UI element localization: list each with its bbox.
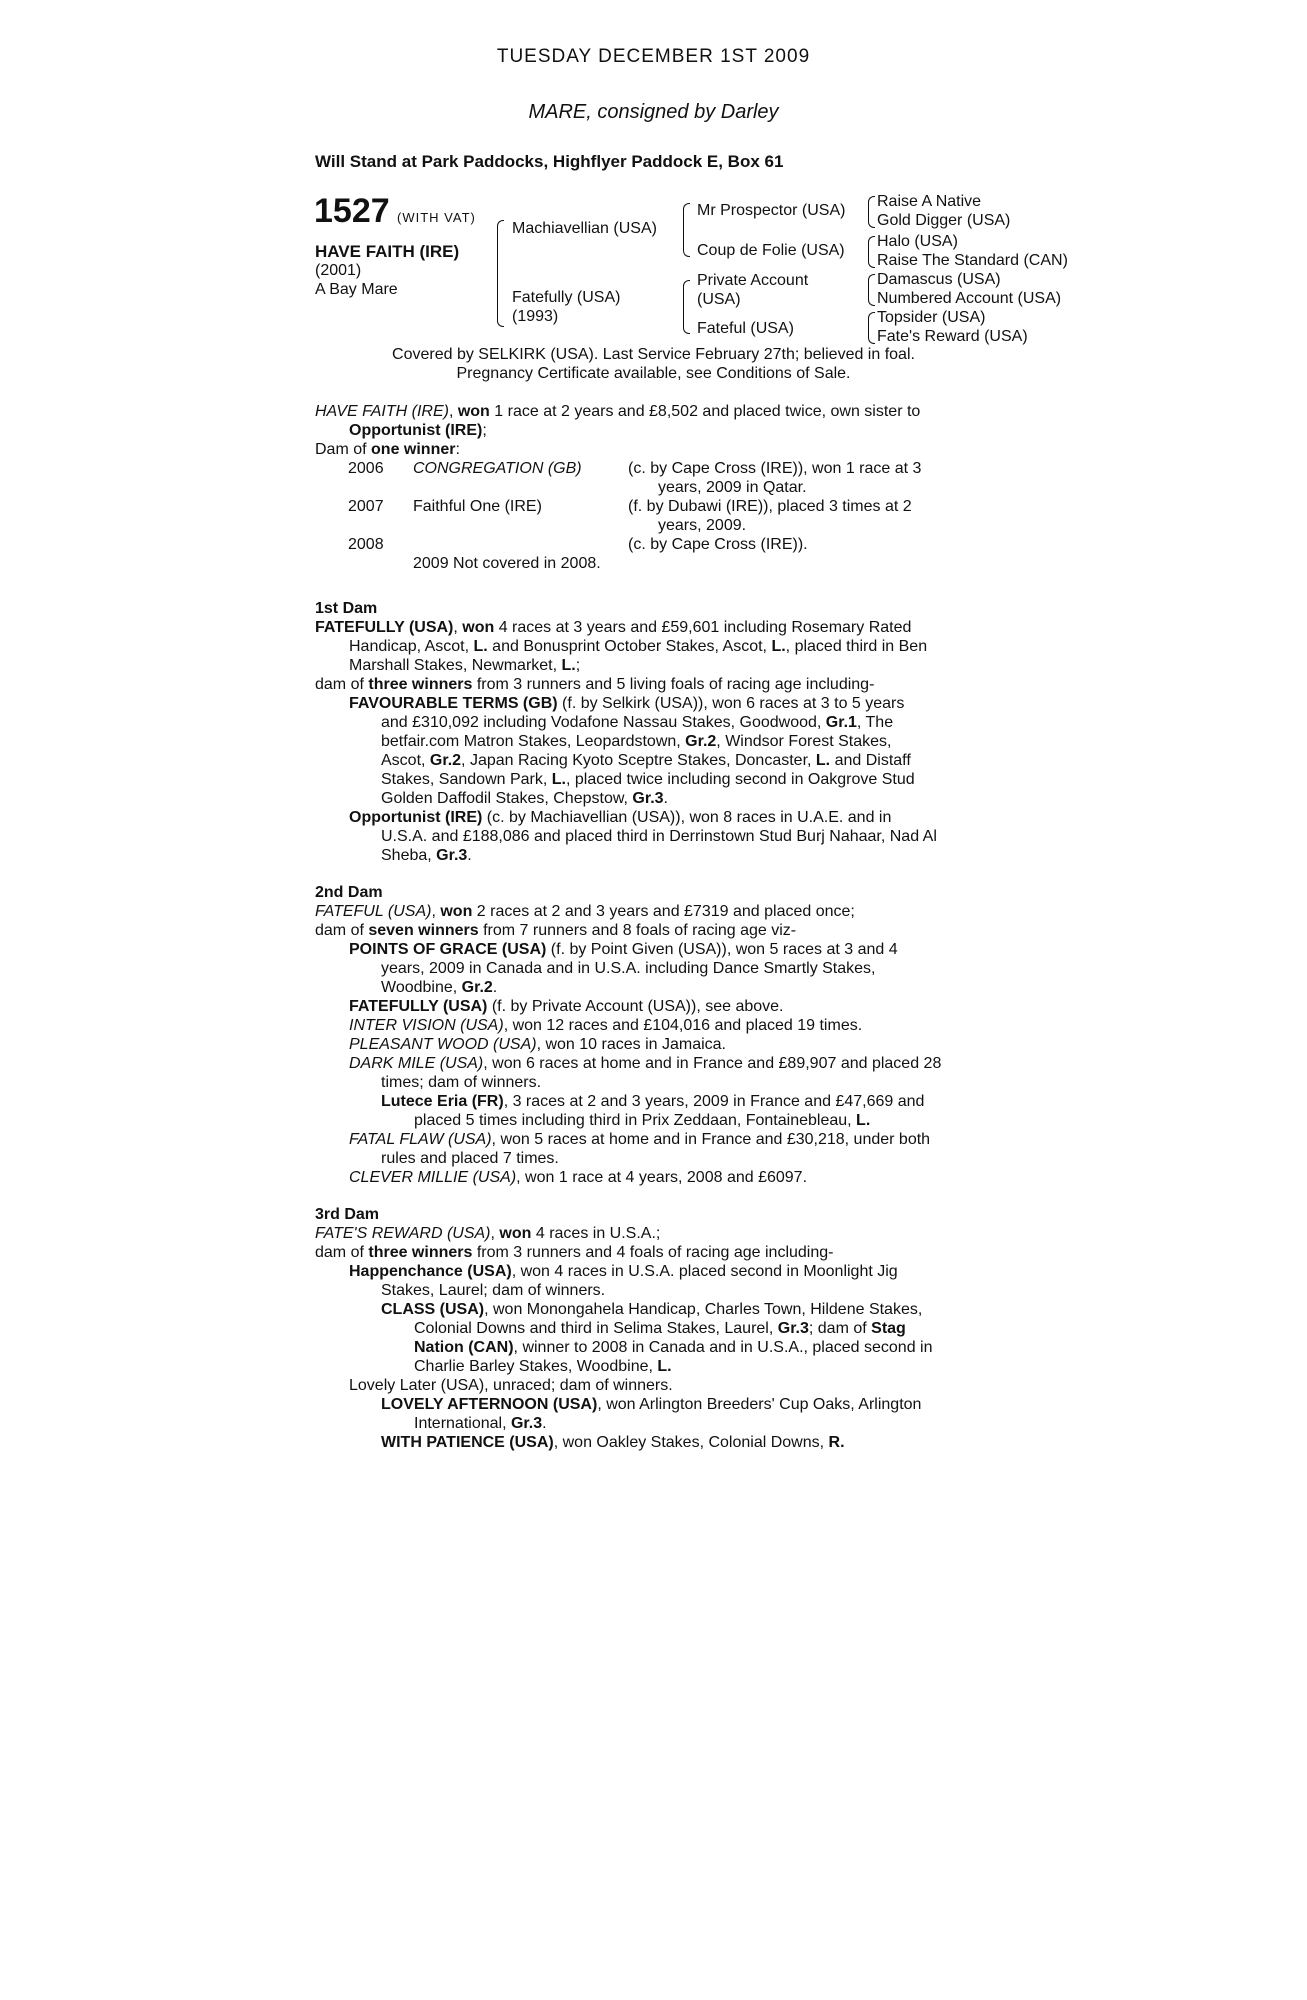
class-line-2: [315, 1319, 995, 1338]
ds-brace: [868, 274, 875, 306]
dam1-line-2: [315, 637, 995, 656]
damof-text: from 7 runners and 8 foals of racing age viz-: [478, 922, 797, 939]
ff-text-1: , won 5 races at home and in France and £30,218, under both: [491, 1131, 931, 1148]
fav-text-5a: Stakes, Sandown Park,: [381, 771, 552, 788]
fav-text-2a: and £310,092 including Vodafone Nassau Stakes, Goodwood,: [381, 714, 826, 731]
produce-year: 2006: [348, 460, 384, 477]
covered-line-1: Covered by SELKIRK (USA). Last Service February 27th; believed in foal.: [392, 346, 915, 363]
sire-dam-brace: [497, 220, 504, 327]
listed-mark: L.: [856, 1112, 871, 1129]
fav-line-6: [315, 789, 995, 808]
pog-line-2: years, 2009 in Canada and in U.S.A. including Dance Smartly Stakes,: [381, 960, 876, 977]
produce-row: [348, 497, 1028, 535]
le-line-2: [315, 1111, 995, 1130]
dm-line-2: times; dam of winners.: [381, 1074, 542, 1091]
produce-info: [628, 497, 1028, 535]
group2-mark: Gr.2: [461, 979, 493, 996]
damof-label: dam of: [315, 676, 369, 693]
pog-line-1: [315, 940, 995, 959]
winners-count: three winners: [368, 1244, 473, 1261]
produce-info: [628, 459, 1028, 497]
damof-text: from 3 runners and 5 living foals of racing age including-: [472, 676, 875, 693]
dm-text-1: , won 6 races at home and in France and £89,907 and placed 28: [483, 1055, 942, 1072]
pedigree-sss: Raise A Native: [877, 193, 982, 210]
class-line-3: [315, 1338, 995, 1357]
la-line-1: [315, 1395, 995, 1414]
hc-text-1: , won 4 races in U.S.A. placed second in Moonlight Jig: [511, 1263, 898, 1280]
intro-line-1: HAVE FAITH (IRE), won 1 race at 2 years and £8,502 and placed twice, own sister to: [315, 403, 921, 420]
listed-mark: L.: [473, 638, 488, 655]
group2-mark: Gr.2: [429, 752, 462, 769]
produce-year: 2007: [348, 498, 384, 515]
fav-text-4c: and Distaff: [830, 752, 911, 769]
not-covered-note: 2009 Not covered in 2008.: [413, 555, 601, 572]
dam1-text-2c: , placed third in Ben: [785, 638, 928, 655]
pedigree-ssd: Gold Digger (USA): [877, 212, 1011, 229]
opp-line-3: [315, 846, 995, 865]
produce-info-line-2: years, 2009 in Qatar.: [658, 479, 807, 496]
intro-colon: :: [455, 441, 460, 458]
cm-name: CLEVER MILLIE (USA): [349, 1169, 517, 1186]
damof-label: dam of: [315, 922, 369, 939]
iv-text: , won 12 races and £104,016 and placed 19 times.: [503, 1017, 863, 1034]
opp-text-3a: Sheba,: [381, 847, 437, 864]
horse-description: A Bay Mare: [315, 281, 398, 298]
dam2-won: won: [440, 903, 473, 920]
ff-name: FATAL FLAW (USA): [349, 1131, 492, 1148]
sd-brace: [868, 236, 875, 268]
listed-mark: L.: [561, 657, 576, 674]
dam3-line-1: FATE'S REWARD (USA), won 4 races in U.S.A.;: [315, 1225, 661, 1242]
intro-damof: Dam of: [315, 441, 372, 458]
wp-text: , won Oakley Stakes, Colonial Downs,: [553, 1434, 829, 1451]
fav-text-6b: .: [663, 790, 668, 807]
dam1-text-2b: and Bonusprint October Stakes, Ascot,: [487, 638, 772, 655]
intro-text: 1 race at 2 years and £8,502 and placed twice, own sister to: [489, 403, 921, 420]
pedigree-dss: Damascus (USA): [877, 271, 1001, 288]
pedigree-ddd: Fate's Reward (USA): [877, 328, 1028, 345]
produce-name: Faithful One (IRE): [413, 498, 542, 515]
stag-name-part: Stag: [871, 1320, 906, 1337]
dam-brace: [683, 280, 690, 334]
pedigree-sire-dam: Coup de Folie (USA): [697, 242, 845, 259]
fav-text-3b: , Windsor Forest Stakes,: [716, 733, 892, 750]
group3-mark: Gr.3: [436, 847, 468, 864]
pw-line: [315, 1035, 995, 1054]
group1-mark: Gr.1: [825, 714, 857, 731]
pog-line-3: [315, 978, 995, 997]
first-dam-block: [315, 599, 995, 865]
produce-info-line-1: (c. by Cape Cross (IRE)).: [628, 536, 808, 553]
intro-semicolon: ;: [482, 422, 487, 439]
pog-text-3a: Woodbine,: [381, 979, 462, 996]
restricted-mark: R.: [828, 1434, 845, 1451]
stand-location: Will Stand at Park Paddocks, Highflyer Paddock E, Box 61: [315, 152, 784, 171]
dm-name: DARK MILE (USA): [349, 1055, 484, 1072]
pedigree-sdd: Raise The Standard (CAN): [877, 252, 1068, 269]
dam2-damof: [315, 921, 995, 940]
hc-name: Happenchance (USA): [349, 1263, 512, 1280]
le-text-2: placed 5 times including third in Prix Zeddaan, Fontainebleau,: [414, 1112, 857, 1129]
pog-name: POINTS OF GRACE (USA): [349, 941, 547, 958]
fav-text-3a: betfair.com Matron Stakes, Leopardstown,: [381, 733, 686, 750]
intro-block: [315, 402, 995, 459]
produce-info-line-1: (f. by Dubawi (IRE)), placed 3 times at 2: [628, 498, 912, 515]
intro-line-2: [315, 421, 995, 440]
consignment-line: MARE, consigned by Darley: [528, 101, 779, 123]
fav-line-5: [315, 770, 995, 789]
section-title-2nd-dam: 2nd Dam: [315, 884, 383, 901]
la-text-1: , won Arlington Breeders' Cup Oaks, Arlington: [597, 1396, 922, 1413]
pedigree-sire-sire: Mr Prospector (USA): [697, 202, 846, 219]
horse-name: HAVE FAITH (IRE): [315, 242, 460, 261]
dd-brace: [868, 312, 875, 344]
fav-name: FAVOURABLE TERMS (GB): [349, 695, 558, 712]
dam3-damof: [315, 1243, 995, 1262]
group3-mark: Gr.3: [510, 1415, 543, 1432]
listed-mark: L.: [771, 638, 786, 655]
ff-line-2: rules and placed 7 times.: [381, 1150, 559, 1167]
dm-line-1: [315, 1054, 995, 1073]
fav-text-5b: , placed twice including second in Oakgrove Stud: [565, 771, 915, 788]
class-text-2a: Colonial Downs and third in Selima Stakes, Laurel,: [414, 1320, 778, 1337]
hc-line-1: [315, 1262, 995, 1281]
produce-info-line-2: years, 2009.: [658, 517, 747, 534]
vat-note: (WITH VAT): [397, 210, 476, 225]
fat-line: [315, 997, 995, 1016]
fat-text: (f. by Private Account (USA)), see above.: [487, 998, 784, 1015]
third-dam-block: [315, 1205, 995, 1452]
hc-line-2: Stakes, Laurel; dam of winners.: [381, 1282, 606, 1299]
dam1-text-3b: ;: [575, 657, 581, 674]
period: .: [542, 1415, 547, 1432]
cm-line: [315, 1168, 995, 1187]
fav-text-2b: , The: [856, 714, 894, 731]
fav-text-4a: Ascot,: [381, 752, 430, 769]
produce-table: [348, 459, 1028, 573]
produce-name: CONGREGATION (GB): [413, 460, 582, 477]
pedigree-dds: Topsider (USA): [877, 309, 986, 326]
la-text-2: International,: [414, 1415, 511, 1432]
group3-mark: Gr.3: [632, 790, 664, 807]
dam1-line-3: [315, 656, 995, 675]
lovely-later-line: Lovely Later (USA), unraced; dam of winners.: [349, 1377, 673, 1394]
dam1-text-1: 4 races at 3 years and £59,601 including Rosemary Rated: [494, 619, 912, 636]
lot-number: 1527: [314, 192, 390, 230]
la-name: LOVELY AFTERNOON (USA): [381, 1396, 598, 1413]
intro-horse-name: HAVE FAITH (IRE): [315, 403, 449, 420]
dam1-text-2a: Handicap, Ascot,: [349, 638, 474, 655]
winners-count: three winners: [368, 676, 473, 693]
dam3-name: FATE'S REWARD (USA): [315, 1225, 491, 1242]
opp-text-3b: .: [467, 847, 472, 864]
iv-name: INTER VISION (USA): [349, 1017, 504, 1034]
group2-mark: Gr.2: [685, 733, 717, 750]
sire-brace: [683, 203, 690, 257]
section-title-1st-dam: 1st Dam: [315, 600, 378, 617]
listed-mark: L.: [657, 1358, 672, 1375]
iv-line: [315, 1016, 995, 1035]
stag-name-rest: Nation (CAN): [414, 1339, 514, 1356]
intro-won: won: [457, 403, 490, 420]
damof-text: from 3 runners and 4 foals of racing age including-: [472, 1244, 834, 1261]
le-text-1: , 3 races at 2 and 3 years, 2009 in France and £47,669 and: [503, 1093, 925, 1110]
class-text-1: , won Monongahela Handicap, Charles Town, Hildene Stakes,: [484, 1301, 923, 1318]
class-text-4: Charlie Barley Stakes, Woodbine,: [414, 1358, 658, 1375]
intro-onewinner: one winner: [371, 441, 456, 458]
dam1-text-3a: Marshall Stakes, Newmarket,: [349, 657, 562, 674]
fav-line-2: [315, 713, 995, 732]
opp-line-1: [315, 808, 995, 827]
dam3-text-1: 4 races in U.S.A.;: [531, 1225, 661, 1242]
pw-text: , won 10 races in Jamaica.: [536, 1036, 726, 1053]
fat-name: FATEFULLY (USA): [349, 998, 488, 1015]
le-name: Lutece Eria (FR): [381, 1093, 504, 1110]
fav-text-1: (f. by Selkirk (USA)), won 6 races at 3 to 5 years: [557, 695, 905, 712]
dam2-line-1: FATEFUL (USA), won 2 races at 2 and 3 years and £7319 and placed once;: [315, 903, 855, 920]
intro-line-3: [315, 440, 995, 459]
produce-row: [348, 459, 1028, 497]
dam1-won: won: [462, 619, 495, 636]
produce-info-line-1: (c. by Cape Cross (IRE)), won 1 race at 3: [628, 460, 922, 477]
class-text-3b: , winner to 2008 in Canada and in U.S.A., placed second in: [513, 1339, 933, 1356]
listed-mark: L.: [815, 752, 831, 769]
wp-line: [315, 1433, 995, 1452]
class-line-4: [315, 1357, 995, 1376]
class-text-2b: ; dam of: [808, 1320, 872, 1337]
pedigree-dam-sire-line1: Private Account: [697, 272, 809, 289]
pw-name: PLEASANT WOOD (USA): [349, 1036, 537, 1053]
ff-line-1: [315, 1130, 995, 1149]
covered-line-2: Pregnancy Certificate available, see Conditions of Sale.: [456, 365, 851, 382]
pedigree-dam-dam: Fateful (USA): [697, 320, 794, 337]
produce-name: [413, 535, 628, 554]
dam3-won: won: [499, 1225, 532, 1242]
listed-mark: L.: [551, 771, 566, 788]
la-line-2: [315, 1414, 995, 1433]
section-title-3rd-dam: 3rd Dam: [315, 1206, 380, 1223]
period: .: [492, 979, 498, 996]
opp-line-2: U.S.A. and £188,086 and placed third in Derrinstown Stud Burj Nahaar, Nad Al: [381, 828, 937, 845]
sale-date: TUESDAY DECEMBER 1ST 2009: [496, 46, 811, 67]
pedigree-dam-sire-line2: (USA): [697, 291, 741, 308]
horse-year: (2001): [315, 262, 362, 279]
pedigree-dam: Fatefully (USA): [512, 289, 621, 306]
produce-row: [348, 535, 1028, 554]
dam2-text-1: 2 races at 2 and 3 years and £7319 and placed once;: [472, 903, 855, 920]
fav-text-4b: , Japan Racing Kyoto Sceptre Stakes, Doncaster,: [461, 752, 816, 769]
le-line-1: [315, 1092, 995, 1111]
pog-text-1: (f. by Point Given (USA)), won 5 races at 3 and 4: [546, 941, 898, 958]
fav-line-4: [315, 751, 995, 770]
dam1-line-1: FATEFULLY (USA), won 4 races at 3 years and £59,601 including Rosemary Rated: [315, 619, 912, 636]
pedigree-sds: Halo (USA): [877, 233, 958, 250]
group3-mark: Gr.3: [777, 1320, 809, 1337]
dam1-damof: [315, 675, 995, 694]
ss-brace: [868, 196, 875, 228]
opp-text-1: (c. by Machiavellian (USA)), won 8 races in U.A.E. and in: [482, 809, 892, 826]
pedigree-dam-year: (1993): [512, 308, 559, 325]
second-dam-block: [315, 883, 995, 1187]
intro-sister: Opportunist (IRE): [349, 422, 483, 439]
dam1-name: FATEFULLY (USA): [315, 619, 454, 636]
winners-count: seven winners: [368, 922, 479, 939]
class-name: CLASS (USA): [381, 1301, 485, 1318]
fav-line-1: [315, 694, 995, 713]
pedigree-dsd: Numbered Account (USA): [877, 290, 1062, 307]
opp-name: Opportunist (IRE): [349, 809, 483, 826]
cm-text: , won 1 race at 4 years, 2008 and £6097.: [516, 1169, 808, 1186]
produce-year: 2008: [348, 536, 384, 553]
pedigree-sire: Machiavellian (USA): [512, 220, 657, 237]
fav-text-6a: Golden Daffodil Stakes, Chepstow,: [381, 790, 633, 807]
fav-line-3: [315, 732, 995, 751]
class-line-1: [315, 1300, 995, 1319]
dam2-name: FATEFUL (USA): [315, 903, 432, 920]
damof-label: dam of: [315, 1244, 369, 1261]
wp-name: WITH PATIENCE (USA): [381, 1434, 554, 1451]
